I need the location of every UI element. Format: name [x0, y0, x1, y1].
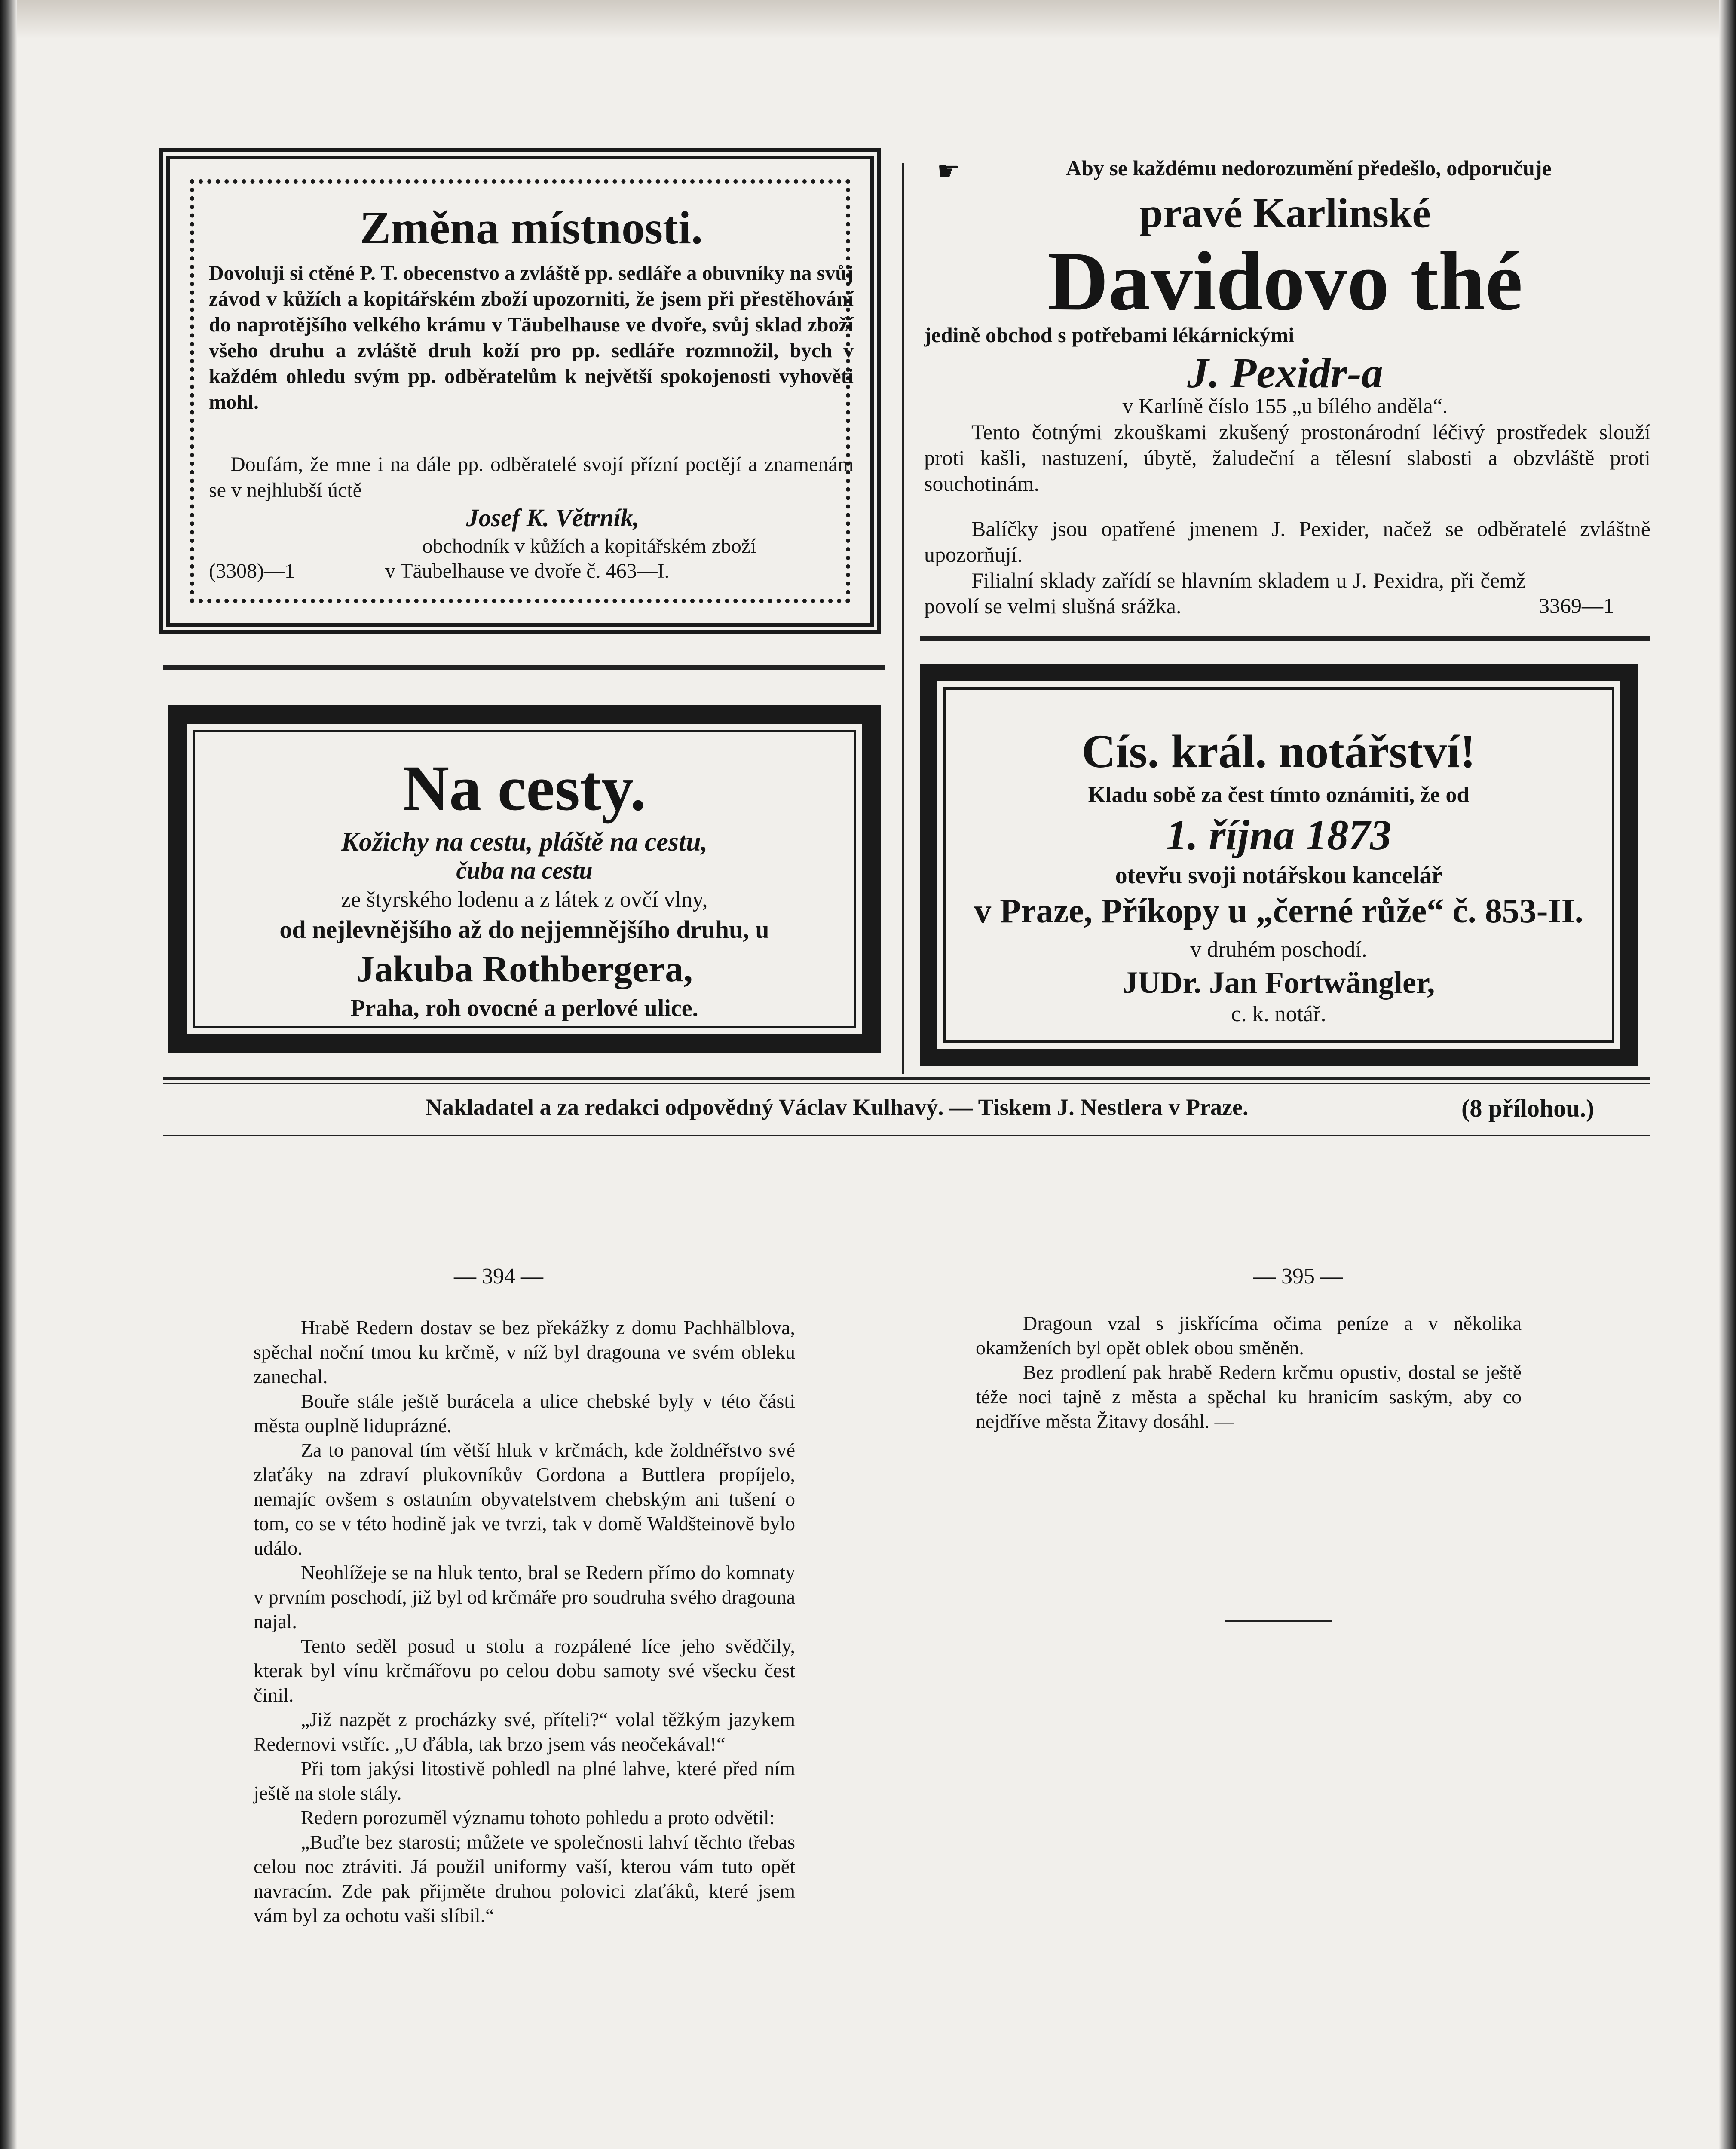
- ad-davidovo-intro: Aby se každému nedorozumění předešlo, odporučuje: [1066, 156, 1552, 180]
- ad-notar-name: JUDr. Jan Fortwängler,: [1122, 965, 1435, 1000]
- paragraph: Neohlížeje se na hluk tento, bral se Redern přímo do komnaty v prvním poschodí, již byl od krčmáře pro soudruha svého dragouna najal.: [254, 1561, 795, 1632]
- ad-zmena-body2: Doufám, že mne i na dále pp. odběratelé svojí přízní poctějí a znamenám se v nejhlubší úctě: [209, 453, 854, 502]
- ad-cesty-address: Praha, roh ovocné a perlové ulice.: [350, 995, 698, 1022]
- paragraph: Bouře stále ještě burácela a ulice chebské byly v této části města ouplně liduprázné.: [254, 1390, 795, 1436]
- ad-zmena-mistnosti: [159, 148, 881, 634]
- ad-notar-address: v Praze, Příkopy u „černé růže“ č. 853-II.: [974, 892, 1583, 930]
- ad-na-cesty: [168, 705, 881, 1053]
- paragraph: Bez prodlení pak hrabě Redern krčmu opustiv, dostal se ještě téže noci tajně z města a spěchal ku hranicím saským, aby co nejdříve města Žitavy dosáhl. —: [976, 1361, 1522, 1432]
- ad-davidovo-code: 3369—1: [1539, 594, 1614, 618]
- page-left-text: [254, 1315, 795, 1928]
- pointing-hand-icon: ☛: [937, 157, 960, 185]
- ad-cesty-line1: ze štyrského lodenu a z látek z ovčí vlny,: [341, 888, 708, 912]
- imprint-rule-top: [163, 1077, 1650, 1080]
- ad-zmena-line1: obchodník v kůžích a kopitářském zboží: [422, 535, 756, 557]
- ad-zmena-body: Dovoluji si ctěné P. T. obecenstvo a zvláště pp. sedláře a obuvníky na svůj závod v kůžích a kopitářském zboží upozorniti, že jsem při přestěhování do naprotějšího velkého krámu v Täubelhause ve dvoře, svůj sklad zboží všeho druhu a zvláště druh koží pro pp. sedláře rozmnožil, bych v každém ohledu svým pp. odběratelům k největší spokojenosti vyhověti mohl.: [209, 262, 854, 413]
- paragraph: Dragoun vzal s jiskřícíma očima peníze a v několika okamženích byl opět oblek obou směněn.: [976, 1312, 1522, 1359]
- page-number-right: — 395 —: [1253, 1264, 1343, 1289]
- ad-davidovo-line2: jedině obchod s potřebami lékárnickými: [924, 323, 1295, 347]
- scan-edge-top: [0, 0, 1736, 39]
- end-rule: [1225, 1620, 1332, 1622]
- paragraph: „Již nazpět z procházky své, příteli?“ volal těžkým jazykem Redernovi vstříc. „U ďábla, tak brzo jsem vás neočekával!“: [254, 1708, 795, 1755]
- ad-notar-date: 1. října 1873: [1166, 811, 1392, 859]
- imprint-rule-thin: [163, 1083, 1650, 1084]
- ad-davidovo-body3: Filialní sklady zařídí se hlavním skladem u J. Pexidra, při čemž povolí se velmi slušná srážka.: [924, 568, 1526, 618]
- ad-cesty-name: Jakuba Rothbergera,: [356, 948, 693, 989]
- imprint-rule-bottom: [163, 1135, 1650, 1136]
- ad-notarstvi: [920, 664, 1638, 1066]
- divider-right-thick: [920, 636, 1650, 641]
- ad-notar-line1: Kladu sobě za čest tímto oznámiti, že od: [1088, 783, 1470, 807]
- ad-davidovo-body2: Balíčky jsou opatřené jmenem J. Pexider, načež se odběratelé zvláštně upozorňují.: [924, 517, 1650, 566]
- ad-notar-title: Cís. král. notářství!: [1081, 725, 1476, 778]
- ad-zmena-line2: v Täubelhause ve dvoře č. 463—I.: [385, 560, 670, 582]
- ad-notar-role: c. k. notář.: [1231, 1002, 1326, 1026]
- imprint-supplement: (8 přílohou.): [1461, 1094, 1595, 1122]
- ad-zmena-code: (3308)—1: [209, 560, 295, 582]
- ad-davidovo-line1: pravé Karlinské: [1139, 190, 1431, 236]
- ad-davidovo-firm: J. Pexidr-a: [1187, 349, 1383, 397]
- ad-davidovo-address: v Karlíně číslo 155 „u bílého anděla“.: [1122, 394, 1448, 418]
- divider-left: [163, 665, 885, 670]
- page-number-left: — 394 —: [454, 1264, 543, 1289]
- paragraph: Za to panoval tím větší hluk v krčmách, kde žoldnéřstvo své zlaťáky na zdraví plukovníkův Gordona a Buttlera propíjelo, nemajíc ovšem s ostatním obyvatelstvem chebským ani tušení o tom, co se v této hodině jak ve tvrzi, tak v domě Waldšteinově bylo událo.: [254, 1439, 795, 1559]
- paragraph: Hrabě Redern dostav se bez překážky z domu Pachhälblova, spěchal noční tmou ku krčmě, v níž byl dragouna ve svém obleku zanechal.: [254, 1316, 795, 1387]
- ad-notar-line2: otevřu svoji notářskou kancelář: [1115, 862, 1442, 889]
- paragraph: Redern porozuměl významu tohoto pohledu a proto odvětil:: [301, 1806, 775, 1828]
- ad-zmena-title: Změna místnosti.: [359, 202, 703, 254]
- ad-cesty-sub1: Kožichy na cestu, pláště na cestu,: [341, 827, 708, 857]
- column-divider: [902, 163, 904, 1074]
- paragraph: Při tom jakýsi litostivě pohledl na plné lahve, které před ním ještě na stole stály.: [254, 1757, 795, 1804]
- ad-davidovo-the: [920, 146, 1659, 632]
- paragraph: Tento seděl posud u stolu a rozpálené líce jeho svědčily, kterak byl vínu krčmářovu po celou dobu samoty své všecku čest činil.: [254, 1635, 795, 1706]
- page-right-text: [976, 1311, 1522, 1433]
- scan-edge-left: [0, 0, 17, 2149]
- ad-cesty-sub2: čuba na cestu: [456, 857, 593, 884]
- ad-notar-line3: v druhém poschodí.: [1190, 937, 1367, 962]
- scan-edge-right: [1719, 0, 1736, 2149]
- ad-zmena-signature: Josef K. Větrník,: [466, 504, 640, 532]
- ad-cesty-line2: od nejlevnějšího až do nejjemnějšího druhu, u: [279, 915, 769, 943]
- ad-davidovo-body: Tento čotnými zkouškami zkušený prostonárodní léčivý prostředek slouží proti kašli, nastuzení, úbytě, žaludeční a tělesní slabosti a obzvláště proti souchotinám.: [924, 420, 1650, 496]
- ad-davidovo-title: Davidovo thé: [1047, 235, 1523, 328]
- ad-cesty-title: Na cesty.: [402, 753, 646, 824]
- imprint-text: Nakladatel a za redakci odpovědný Václav Kulhavý. — Tiskem J. Nestlera v Praze.: [426, 1094, 1249, 1120]
- paragraph: „Buďte bez starosti; můžete ve společnosti lahví těchto třebas celou noc ztráviti. Já použil uniformy vaší, kterou vám tuto opět navracím. Zde pak přijměte druhou polovici zlaťáků, které jsem vám byl za ochotu vaši slíbil.“: [254, 1831, 795, 1926]
